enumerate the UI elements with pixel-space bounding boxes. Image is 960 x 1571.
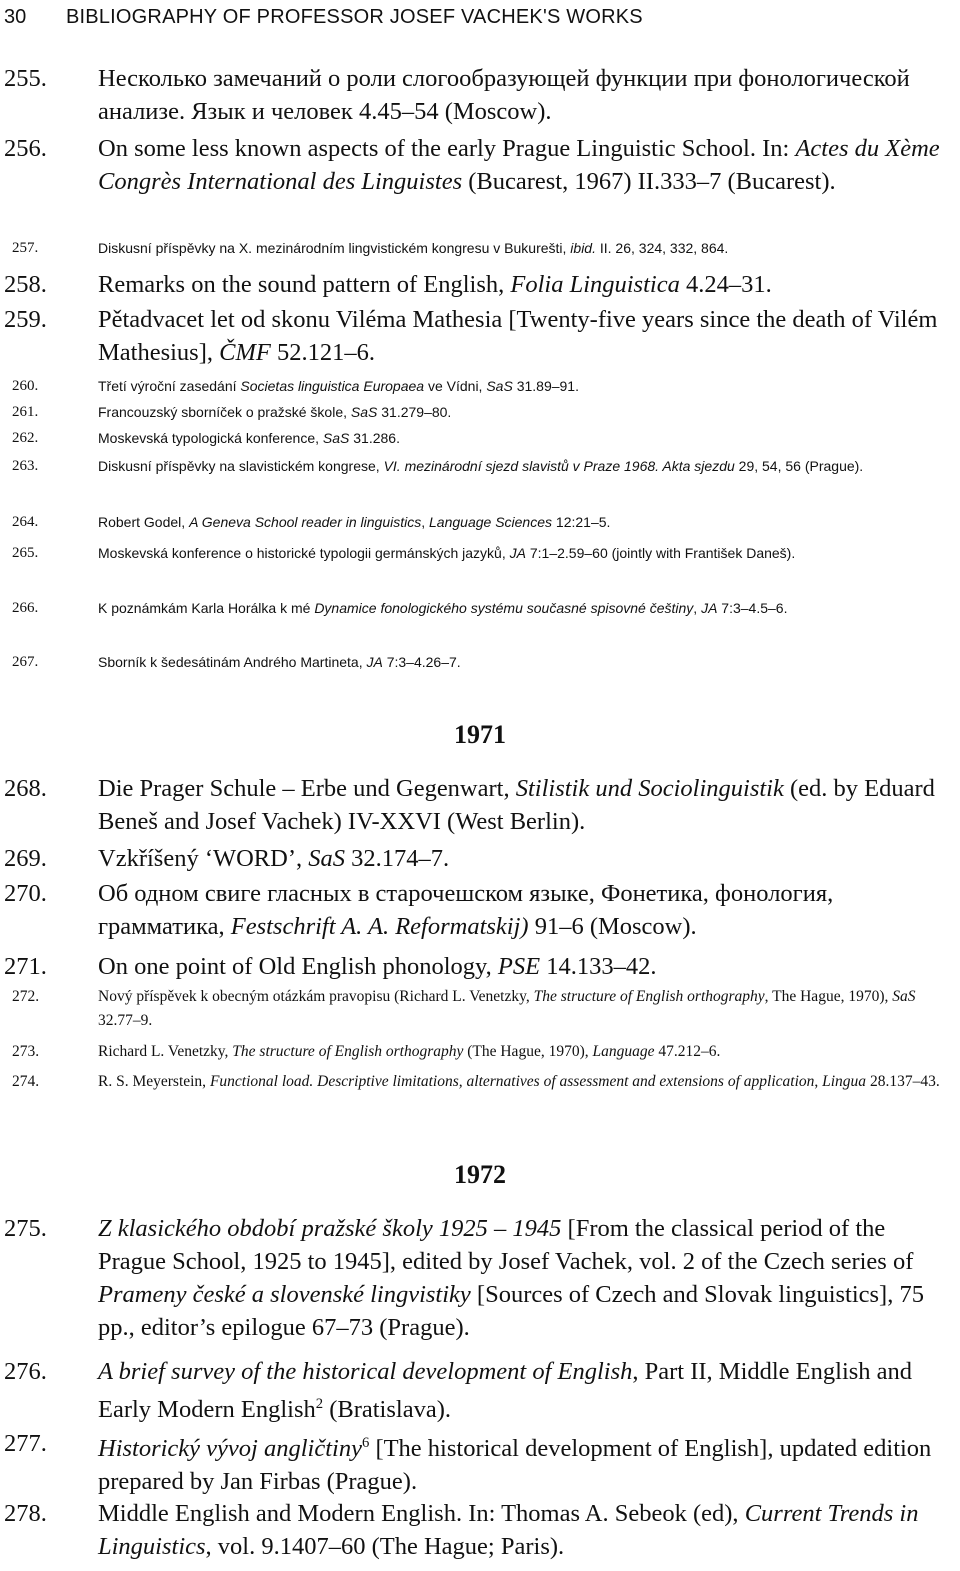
entry-number: 278. [4,1500,47,1527]
year-heading-1971: 1971 [454,720,506,749]
running-header [4,6,944,36]
entry-text: Об одном свиге гласных в старочешском языке, Фонетика, фонология, грамматика, Festschrift A. A. Reformatskij) 91–6 (Moscow). [98,880,834,940]
entry-number: 265. [12,545,39,561]
entry-number: 276. [4,1358,47,1385]
entry-number: 270. [4,880,47,907]
entry-number: 259. [4,306,47,333]
entry-text: Z klasického období pražské školy 1925 – 1945 [From the classical period of the Prague School, 1925 to 1945], edited by Josef Vachek, vol. 2 of the Czech series of Prameny české a slovenské lingvistiky [Sources of Czech and Slovak linguistics], 75 pp., editor’s epilogue 67–73 (Prague). [98,1215,924,1341]
entry-number: 266. [12,600,39,616]
entry-number: 262. [12,430,39,446]
entry-text: Robert Godel, A Geneva School reader in linguistics, Language Sciences 12:21–5. [98,514,611,530]
entry-text: Diskusní příspěvky na slavistickém kongrese, VI. mezinárodní sjezd slavistů v Praze 1968. Akta sjezdu 29, 54, 56 (Prague). [98,458,864,474]
entry-number: 271. [4,953,47,980]
entry-number: 267. [12,654,39,670]
entry-text: Vzkříšený ‘WORD’, SaS 32.174–7. [98,845,450,872]
entry-text: On one point of Old English phonology, PSE 14.133–42. [98,953,657,980]
entry-text: On some less known aspects of the early Prague Linguistic School. In: Actes du Xème Congrès International des Linguistes (Bucarest, 1967) II.333–7 (Bucarest). [98,135,940,195]
entry-text: Nový příspěvek k obecným otázkám pravopisu (Richard L. Venetzky, The structure of English orthography, The Hague, 1970), SaS 32.77–9. [98,988,916,1029]
entry-number: 264. [12,514,39,530]
entry-text: Pětadvacet let od skonu Viléma Mathesia [Twenty-five years since the death of Vilém Mathesius], ČMF 52.121–6. [98,306,938,366]
page-number: 30 [4,6,27,28]
entry-text: Moskevská typologická konference, SaS 31.286. [98,430,400,446]
entry-text: Třetí výroční zasedání Societas linguistica Europaea ve Vídni, SaS 31.89–91. [98,378,579,394]
entry-number: 277. [4,1430,47,1457]
entry-number: 273. [12,1043,40,1060]
entry-text: Historický vývoj angličtiny$^6$ [The historical development of English], updated edition prepared by Jan Firbas (Prague). [98,1435,932,1496]
year-heading-1972: 1972 [454,1160,506,1189]
entry-text: Remarks on the sound pattern of English, Folia Linguistica 4.24–31. [98,271,772,298]
entry-number: 258. [4,271,47,298]
entry-number: 275. [4,1215,47,1242]
entry-text: Middle English and Modern English. In: Thomas A. Sebeok (ed), Current Trends in Linguistics, vol. 9.1407–60 (The Hague; Paris). [98,1500,919,1560]
entry-number: 272. [12,988,40,1005]
entry-number: 269. [4,845,47,872]
entry-text: Moskevská konference o historické typologii germánských jazyků, JA 7:1–2.59–60 (jointly with František Daneš). [98,545,796,561]
entry-number: 268. [4,775,47,802]
entry-text: K poznámkám Karla Horálka k mé Dynamice fonologického systému současné spisovné češtiny, JA 7:3–4.5–6. [98,600,788,616]
entry-text: Francouzský sborníček o pražské škole, SaS 31.279–80. [98,404,452,420]
entry-text: Diskusní příspěvky na X. mezinárodním lingvistickém kongresu v Bukurešti, ibid. II. 26, 324, 332, 864. [98,240,729,256]
entry-number: 256. [4,135,47,162]
entry-number: 263. [12,458,39,474]
entry-number: 261. [12,404,39,420]
entry-number: 260. [12,378,39,394]
entry-number: 255. [4,65,47,92]
entry-number: 274. [12,1073,40,1090]
entry-text: Richard L. Venetzky, The structure of English orthography (The Hague, 1970), Language 47.212–6. [98,1043,721,1060]
entry-number: 257. [12,240,39,256]
entry-text: A brief survey of the historical development of English, Part II, Middle English and Early Modern English$^2$ (Bratislava). [98,1358,913,1424]
entry-text: R. S. Meyerstein, Functional load. Descriptive limitations, alternatives of assessment and extensions of application, Lingua 28.137–43. [98,1073,940,1090]
entry-text: Die Prager Schule – Erbe und Gegenwart, Stilistik und Sociolinguistik (ed. by Eduard Beneš and Josef Vachek) IV-XXVI (West Berlin). [98,775,935,835]
entry-text: Sborník k šedesátinám Andrého Martineta, JA 7:3–4.26–7. [98,654,461,670]
entry-text: Несколько замечаний о роли слогообразующей функции при фонологической анализе. Язык и человек 4.45–54 (Moscow). [98,65,910,125]
running-title: BIBLIOGRAPHY OF PROFESSOR JOSEF VACHEK'S WORKS [66,6,643,28]
